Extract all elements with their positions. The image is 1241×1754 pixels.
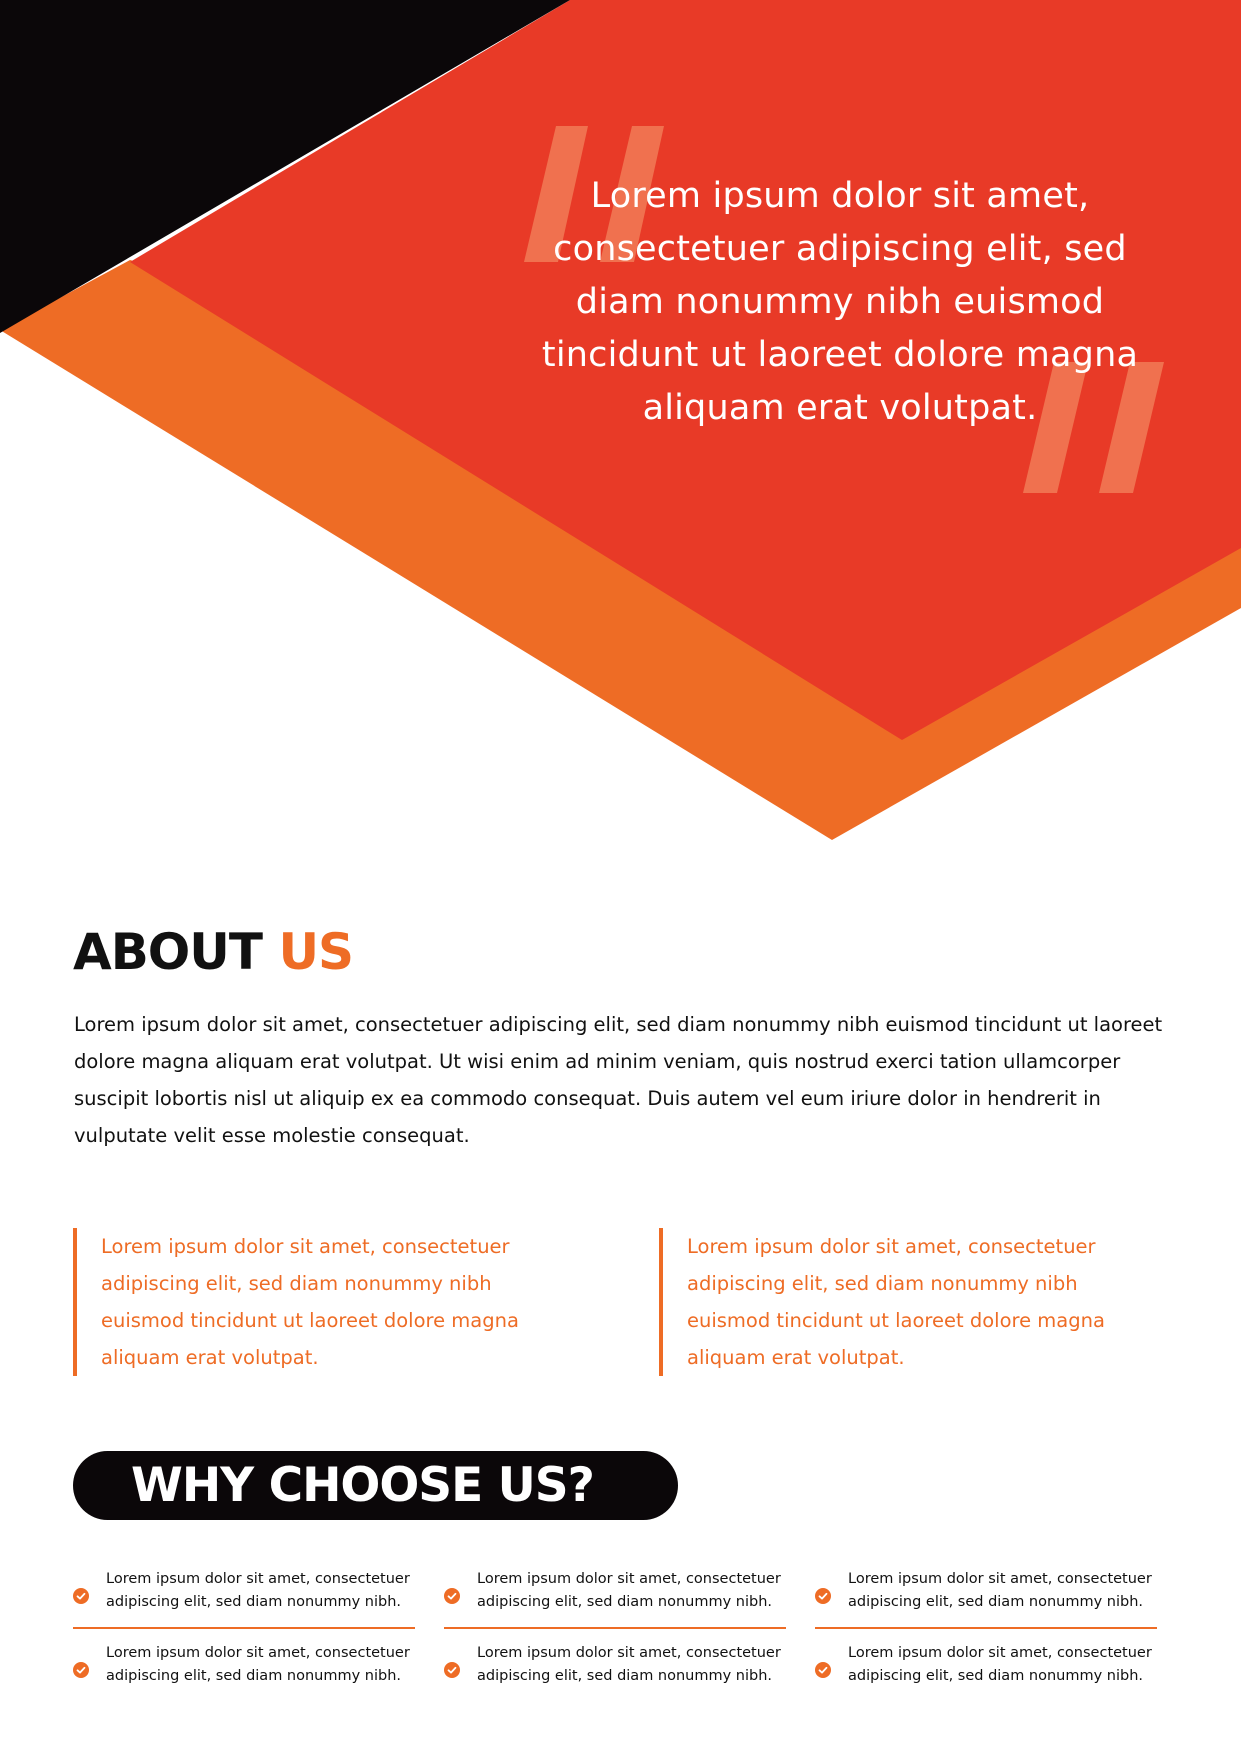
about-heading xyxy=(73,922,353,982)
quote-line: tincidunt ut laoreet dolore magna xyxy=(541,335,1139,375)
callout-right: Lorem ipsum dolor sit amet, consectetuer adipiscing elit, sed diam nonummy nibh euismod tincidunt ut laoreet dolore magna aliquam erat volutpat. xyxy=(659,1228,1159,1376)
check-circle-icon xyxy=(815,1588,831,1604)
feature-item xyxy=(444,1568,786,1630)
feature-divider xyxy=(815,1627,1157,1629)
check-circle-icon xyxy=(815,1662,831,1678)
feature-text: Lorem ipsum dolor sit amet, consectetuer adipiscing elit, sed diam nonummy nibh. xyxy=(848,1571,1152,1610)
quote-line: Lorem ipsum dolor sit amet, xyxy=(590,176,1090,216)
quote-line: consectetuer adipiscing elit, sed xyxy=(553,229,1127,269)
check-circle-icon xyxy=(444,1588,460,1604)
feature-item xyxy=(815,1568,1157,1630)
why-choose-heading: WHY CHOOSE US? xyxy=(73,1451,678,1520)
feature-text: Lorem ipsum dolor sit amet, consectetuer adipiscing elit, sed diam nonummy nibh. xyxy=(848,1645,1152,1684)
feature-divider xyxy=(73,1627,415,1629)
callout-left: Lorem ipsum dolor sit amet, consectetuer adipiscing elit, sed diam nonummy nibh euismod tincidunt ut laoreet dolore magna aliquam erat volutpat. xyxy=(73,1228,573,1376)
quote-line: diam nonummy nibh euismod xyxy=(575,282,1105,322)
feature-item xyxy=(73,1568,415,1630)
check-circle-icon xyxy=(73,1588,89,1604)
feature-text: Lorem ipsum dolor sit amet, consectetuer adipiscing elit, sed diam nonummy nibh. xyxy=(477,1645,781,1684)
feature-text: Lorem ipsum dolor sit amet, consectetuer adipiscing elit, sed diam nonummy nibh. xyxy=(106,1571,410,1610)
check-circle-icon xyxy=(73,1662,89,1678)
quote-line: aliquam erat volutpat. xyxy=(642,388,1038,428)
about-paragraph: Lorem ipsum dolor sit amet, consectetuer adipiscing elit, sed diam nonummy nibh euismod tincidunt ut laoreet dolore magna aliquam erat volutpat. Ut wisi enim ad minim veniam, quis nostrud exerci tation ullamcorper suscipit lobortis nisl ut aliquip ex ea commodo consequat. Duis autem vel eum iriure dolor in hendrerit in vulputate velit esse molestie consequat. xyxy=(74,1013,1163,1147)
hero-quote xyxy=(520,170,1160,435)
check-circle-icon xyxy=(444,1662,460,1678)
feature-text: Lorem ipsum dolor sit amet, consectetuer adipiscing elit, sed diam nonummy nibh. xyxy=(477,1571,781,1610)
feature-item xyxy=(815,1642,1157,1704)
feature-item xyxy=(444,1642,786,1704)
about-heading-main: ABOUT xyxy=(73,923,263,981)
feature-item xyxy=(73,1642,415,1704)
about-heading-accent: US xyxy=(278,923,354,981)
feature-text: Lorem ipsum dolor sit amet, consectetuer adipiscing elit, sed diam nonummy nibh. xyxy=(106,1645,410,1684)
feature-divider xyxy=(444,1627,786,1629)
